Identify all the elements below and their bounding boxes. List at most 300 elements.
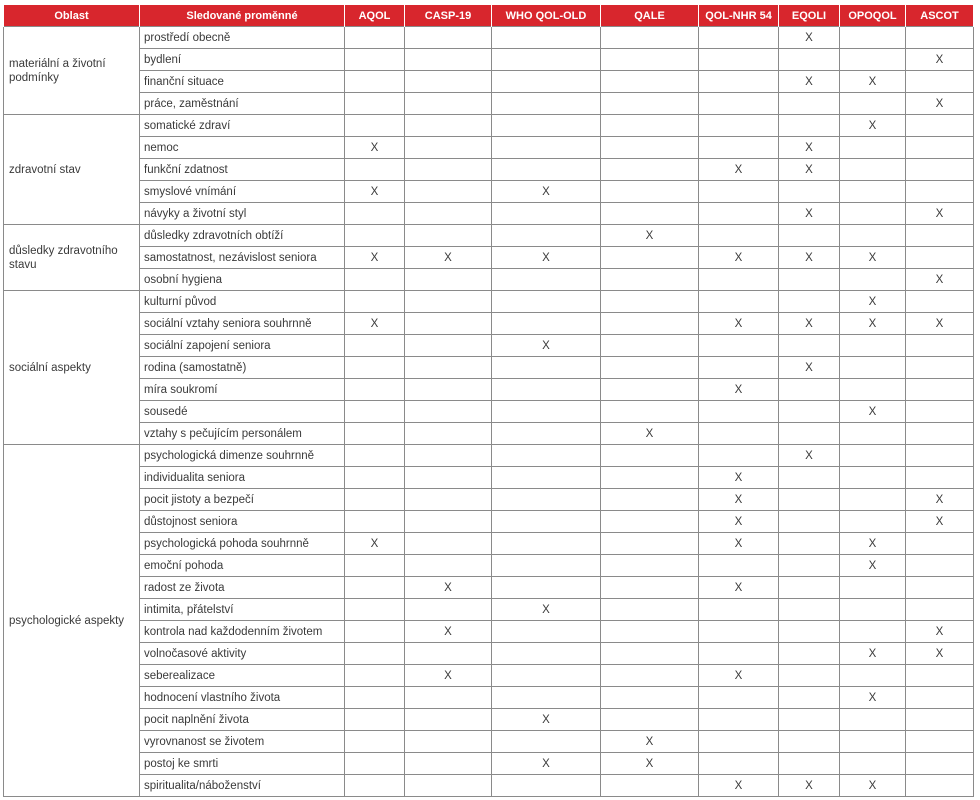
mark-cell: X [840, 291, 906, 313]
mark-cell [405, 533, 492, 555]
mark-cell [601, 269, 699, 291]
mark-cell: X [405, 247, 492, 269]
mark-cell [601, 577, 699, 599]
mark-cell: X [492, 181, 601, 203]
mark-cell [699, 203, 779, 225]
mark-cell: X [779, 203, 840, 225]
variable-cell: volnočasové aktivity [140, 643, 345, 665]
mark-cell [405, 269, 492, 291]
mark-cell [492, 313, 601, 335]
mark-cell: X [699, 379, 779, 401]
mark-cell: X [840, 71, 906, 93]
mark-cell [405, 159, 492, 181]
mark-cell [840, 423, 906, 445]
mark-cell [779, 401, 840, 423]
mark-cell [906, 775, 974, 797]
mark-cell [601, 247, 699, 269]
mark-cell [601, 27, 699, 49]
mark-cell [345, 511, 405, 533]
mark-cell [840, 621, 906, 643]
mark-cell [779, 93, 840, 115]
mark-cell: X [601, 731, 699, 753]
mark-cell [906, 181, 974, 203]
table-row [4, 291, 974, 313]
mark-cell [601, 511, 699, 533]
mark-cell [906, 137, 974, 159]
variable-cell: prostředí obecně [140, 27, 345, 49]
mark-cell [405, 203, 492, 225]
mark-cell: X [840, 313, 906, 335]
table-row [4, 665, 974, 687]
table-row [4, 445, 974, 467]
variable-cell: funkční zdatnost [140, 159, 345, 181]
mark-cell [779, 115, 840, 137]
table-row [4, 357, 974, 379]
mark-cell [906, 115, 974, 137]
mark-cell [779, 335, 840, 357]
variable-cell: vyrovnanost se životem [140, 731, 345, 753]
mark-cell: X [699, 775, 779, 797]
table-row [4, 49, 974, 71]
mark-cell [345, 203, 405, 225]
mark-cell [492, 137, 601, 159]
variable-cell: smyslové vnímání [140, 181, 345, 203]
mark-cell [779, 467, 840, 489]
mark-cell [345, 709, 405, 731]
mark-cell [601, 181, 699, 203]
area-cell: sociální aspekty [4, 291, 140, 445]
variable-cell: důsledky zdravotních obtíží [140, 225, 345, 247]
mark-cell: X [492, 335, 601, 357]
mark-cell [345, 115, 405, 137]
variable-cell: sousedé [140, 401, 345, 423]
mark-cell [699, 687, 779, 709]
mark-cell [405, 335, 492, 357]
mark-cell [601, 643, 699, 665]
mark-cell [601, 599, 699, 621]
mark-cell [345, 423, 405, 445]
mark-cell: X [779, 137, 840, 159]
mark-cell [492, 511, 601, 533]
mark-cell [601, 621, 699, 643]
table-row [4, 225, 974, 247]
table-header-row [4, 5, 974, 27]
mark-cell [779, 291, 840, 313]
mark-cell [779, 621, 840, 643]
mark-cell [779, 181, 840, 203]
mark-cell: X [906, 203, 974, 225]
mark-cell [779, 379, 840, 401]
mark-cell: X [492, 247, 601, 269]
mark-cell [906, 577, 974, 599]
mark-cell: X [699, 665, 779, 687]
variable-cell: samostatnost, nezávislost seniora [140, 247, 345, 269]
mark-cell: X [840, 687, 906, 709]
mark-cell [492, 621, 601, 643]
variable-cell: osobní hygiena [140, 269, 345, 291]
mark-cell [601, 313, 699, 335]
mark-cell [840, 489, 906, 511]
mark-cell [492, 577, 601, 599]
mark-cell [405, 489, 492, 511]
table-row [4, 489, 974, 511]
mark-cell [906, 159, 974, 181]
mark-cell [492, 379, 601, 401]
mark-cell [405, 687, 492, 709]
mark-cell: X [345, 181, 405, 203]
mark-cell [601, 93, 699, 115]
mark-cell: X [779, 27, 840, 49]
mark-cell [699, 555, 779, 577]
table-row [4, 775, 974, 797]
mark-cell [840, 181, 906, 203]
mark-cell [405, 599, 492, 621]
mark-cell: X [345, 247, 405, 269]
mark-cell [492, 467, 601, 489]
mark-cell [906, 533, 974, 555]
mark-cell [840, 599, 906, 621]
variable-cell: radost ze života [140, 577, 345, 599]
column-header: QALE [601, 5, 699, 27]
variable-cell: nemoc [140, 137, 345, 159]
mark-cell [405, 753, 492, 775]
mark-cell [492, 71, 601, 93]
column-header: EQOLI [779, 5, 840, 27]
table-row [4, 511, 974, 533]
table-row [4, 533, 974, 555]
mark-cell [601, 775, 699, 797]
mark-cell [601, 115, 699, 137]
mark-cell [345, 401, 405, 423]
table-row [4, 687, 974, 709]
mark-cell [779, 577, 840, 599]
mark-cell: X [601, 423, 699, 445]
mark-cell [779, 687, 840, 709]
mark-cell [492, 533, 601, 555]
mark-cell: X [840, 643, 906, 665]
mark-cell [405, 49, 492, 71]
mark-cell: X [906, 643, 974, 665]
mark-cell [906, 335, 974, 357]
mark-cell [405, 423, 492, 445]
area-cell: psychologické aspekty [4, 445, 140, 797]
mark-cell [699, 93, 779, 115]
mark-cell: X [345, 313, 405, 335]
mark-cell: X [779, 313, 840, 335]
column-header: Sledované proměnné [140, 5, 345, 27]
variable-cell: důstojnost seniora [140, 511, 345, 533]
mark-cell: X [840, 247, 906, 269]
table-row [4, 27, 974, 49]
variable-cell: kontrola nad každodenním životem [140, 621, 345, 643]
column-header: AQOL [345, 5, 405, 27]
mark-cell: X [840, 533, 906, 555]
mark-cell: X [699, 533, 779, 555]
mark-cell [699, 753, 779, 775]
mark-cell [345, 621, 405, 643]
mark-cell [492, 665, 601, 687]
mark-cell: X [601, 225, 699, 247]
mark-cell [906, 731, 974, 753]
mark-cell [779, 269, 840, 291]
table-row [4, 115, 974, 137]
mark-cell [906, 445, 974, 467]
mark-cell: X [906, 269, 974, 291]
mark-cell [779, 665, 840, 687]
mark-cell: X [906, 313, 974, 335]
mark-cell [492, 115, 601, 137]
mark-cell [906, 247, 974, 269]
mark-cell [699, 225, 779, 247]
mark-cell [906, 27, 974, 49]
table-row [4, 555, 974, 577]
table-row [4, 621, 974, 643]
mark-cell [779, 599, 840, 621]
mark-cell [405, 115, 492, 137]
table-row [4, 423, 974, 445]
mark-cell [699, 643, 779, 665]
mark-cell: X [699, 467, 779, 489]
mark-cell: X [405, 577, 492, 599]
mark-cell [492, 269, 601, 291]
mark-cell [840, 731, 906, 753]
mark-cell [840, 445, 906, 467]
mark-cell: X [345, 137, 405, 159]
mark-cell [345, 159, 405, 181]
mark-cell: X [779, 71, 840, 93]
mark-cell [345, 599, 405, 621]
mark-cell [699, 709, 779, 731]
table-row [4, 137, 974, 159]
mark-cell [840, 357, 906, 379]
mark-cell [840, 269, 906, 291]
mark-cell [345, 555, 405, 577]
mark-cell [779, 731, 840, 753]
mark-cell [601, 203, 699, 225]
mark-cell: X [840, 401, 906, 423]
mark-cell [906, 467, 974, 489]
mark-cell: X [345, 533, 405, 555]
mark-cell [492, 93, 601, 115]
mark-cell: X [699, 577, 779, 599]
mark-cell [492, 489, 601, 511]
mark-cell: X [699, 159, 779, 181]
mark-cell [699, 291, 779, 313]
mark-cell [405, 71, 492, 93]
table-row [4, 71, 974, 93]
column-header: WHO QOL-OLD [492, 5, 601, 27]
mark-cell [405, 225, 492, 247]
mark-cell [405, 291, 492, 313]
mark-cell [840, 665, 906, 687]
mark-cell [601, 533, 699, 555]
variable-cell: postoj ke smrti [140, 753, 345, 775]
mark-cell [345, 489, 405, 511]
mark-cell [906, 357, 974, 379]
mark-cell [699, 423, 779, 445]
mark-cell [779, 643, 840, 665]
mark-cell [840, 49, 906, 71]
variable-cell: spiritualita/náboženství [140, 775, 345, 797]
mark-cell [405, 379, 492, 401]
mark-cell [492, 49, 601, 71]
mark-cell [601, 665, 699, 687]
mark-cell [405, 445, 492, 467]
mark-cell: X [405, 621, 492, 643]
table-row [4, 181, 974, 203]
mark-cell [906, 423, 974, 445]
mark-cell [405, 731, 492, 753]
mark-cell [405, 357, 492, 379]
mark-cell [345, 49, 405, 71]
mark-cell: X [492, 599, 601, 621]
variable-cell: psychologická dimenze souhrnně [140, 445, 345, 467]
mark-cell [699, 115, 779, 137]
mark-cell [699, 621, 779, 643]
mark-cell [601, 401, 699, 423]
mark-cell [492, 643, 601, 665]
mark-cell [840, 709, 906, 731]
mark-cell [840, 137, 906, 159]
mark-cell: X [840, 115, 906, 137]
mark-cell [405, 467, 492, 489]
variable-cell: emoční pohoda [140, 555, 345, 577]
variable-cell: seberealizace [140, 665, 345, 687]
mark-cell [601, 687, 699, 709]
mark-cell [345, 225, 405, 247]
quality-of-life-instruments-table [3, 5, 974, 797]
mark-cell: X [699, 247, 779, 269]
table-row [4, 599, 974, 621]
mark-cell [601, 71, 699, 93]
variable-cell: návyky a životní styl [140, 203, 345, 225]
mark-cell [601, 291, 699, 313]
table-row [4, 335, 974, 357]
table-row [4, 269, 974, 291]
mark-cell [601, 335, 699, 357]
mark-cell [906, 291, 974, 313]
mark-cell: X [492, 753, 601, 775]
mark-cell [906, 555, 974, 577]
mark-cell [699, 269, 779, 291]
mark-cell [779, 489, 840, 511]
mark-cell [345, 665, 405, 687]
mark-cell [699, 731, 779, 753]
table-row [4, 93, 974, 115]
mark-cell [840, 225, 906, 247]
mark-cell: X [906, 511, 974, 533]
mark-cell [601, 49, 699, 71]
mark-cell [405, 313, 492, 335]
mark-cell: X [779, 247, 840, 269]
variable-cell: sociální zapojení seniora [140, 335, 345, 357]
mark-cell [699, 181, 779, 203]
variable-cell: somatické zdraví [140, 115, 345, 137]
mark-cell: X [779, 445, 840, 467]
mark-cell: X [840, 555, 906, 577]
mark-cell [345, 291, 405, 313]
mark-cell [345, 379, 405, 401]
table-row [4, 247, 974, 269]
mark-cell [699, 49, 779, 71]
mark-cell [345, 357, 405, 379]
table-row [4, 753, 974, 775]
column-header: OPOQOL [840, 5, 906, 27]
mark-cell [405, 401, 492, 423]
mark-cell [405, 775, 492, 797]
mark-cell: X [906, 93, 974, 115]
mark-cell [699, 599, 779, 621]
mark-cell [906, 665, 974, 687]
mark-cell [840, 203, 906, 225]
mark-cell [601, 555, 699, 577]
variable-cell: rodina (samostatně) [140, 357, 345, 379]
mark-cell [779, 423, 840, 445]
variable-cell: vztahy s pečujícím personálem [140, 423, 345, 445]
variable-cell: individualita seniora [140, 467, 345, 489]
mark-cell [601, 467, 699, 489]
mark-cell [345, 687, 405, 709]
mark-cell [405, 93, 492, 115]
mark-cell [492, 159, 601, 181]
mark-cell [699, 401, 779, 423]
mark-cell [779, 555, 840, 577]
mark-cell [601, 379, 699, 401]
mark-cell [345, 643, 405, 665]
mark-cell [492, 401, 601, 423]
mark-cell: X [906, 489, 974, 511]
mark-cell [405, 27, 492, 49]
mark-cell [492, 203, 601, 225]
area-cell: materiální a životní podmínky [4, 27, 140, 115]
table-row [4, 401, 974, 423]
mark-cell [405, 555, 492, 577]
column-header: ASCOT [906, 5, 974, 27]
mark-cell [405, 137, 492, 159]
mark-cell [492, 291, 601, 313]
table-row [4, 709, 974, 731]
mark-cell: X [699, 489, 779, 511]
mark-cell [345, 753, 405, 775]
mark-cell [405, 643, 492, 665]
area-cell: důsledky zdravotního stavu [4, 225, 140, 291]
variable-cell: práce, zaměstnání [140, 93, 345, 115]
mark-cell [699, 27, 779, 49]
mark-cell [840, 379, 906, 401]
mark-cell: X [840, 775, 906, 797]
mark-cell [345, 775, 405, 797]
mark-cell [906, 687, 974, 709]
variable-cell: psychologická pohoda souhrnně [140, 533, 345, 555]
column-header: Oblast [4, 5, 140, 27]
mark-cell [345, 71, 405, 93]
mark-cell [779, 49, 840, 71]
mark-cell [492, 423, 601, 445]
mark-cell [906, 225, 974, 247]
mark-cell [345, 577, 405, 599]
mark-cell: X [779, 357, 840, 379]
mark-cell [405, 181, 492, 203]
mark-cell [345, 269, 405, 291]
mark-cell [492, 555, 601, 577]
mark-cell: X [779, 159, 840, 181]
mark-cell [699, 445, 779, 467]
mark-cell [345, 93, 405, 115]
mark-cell [345, 445, 405, 467]
mark-cell [601, 137, 699, 159]
comparison-table-container [3, 5, 974, 797]
mark-cell [779, 511, 840, 533]
